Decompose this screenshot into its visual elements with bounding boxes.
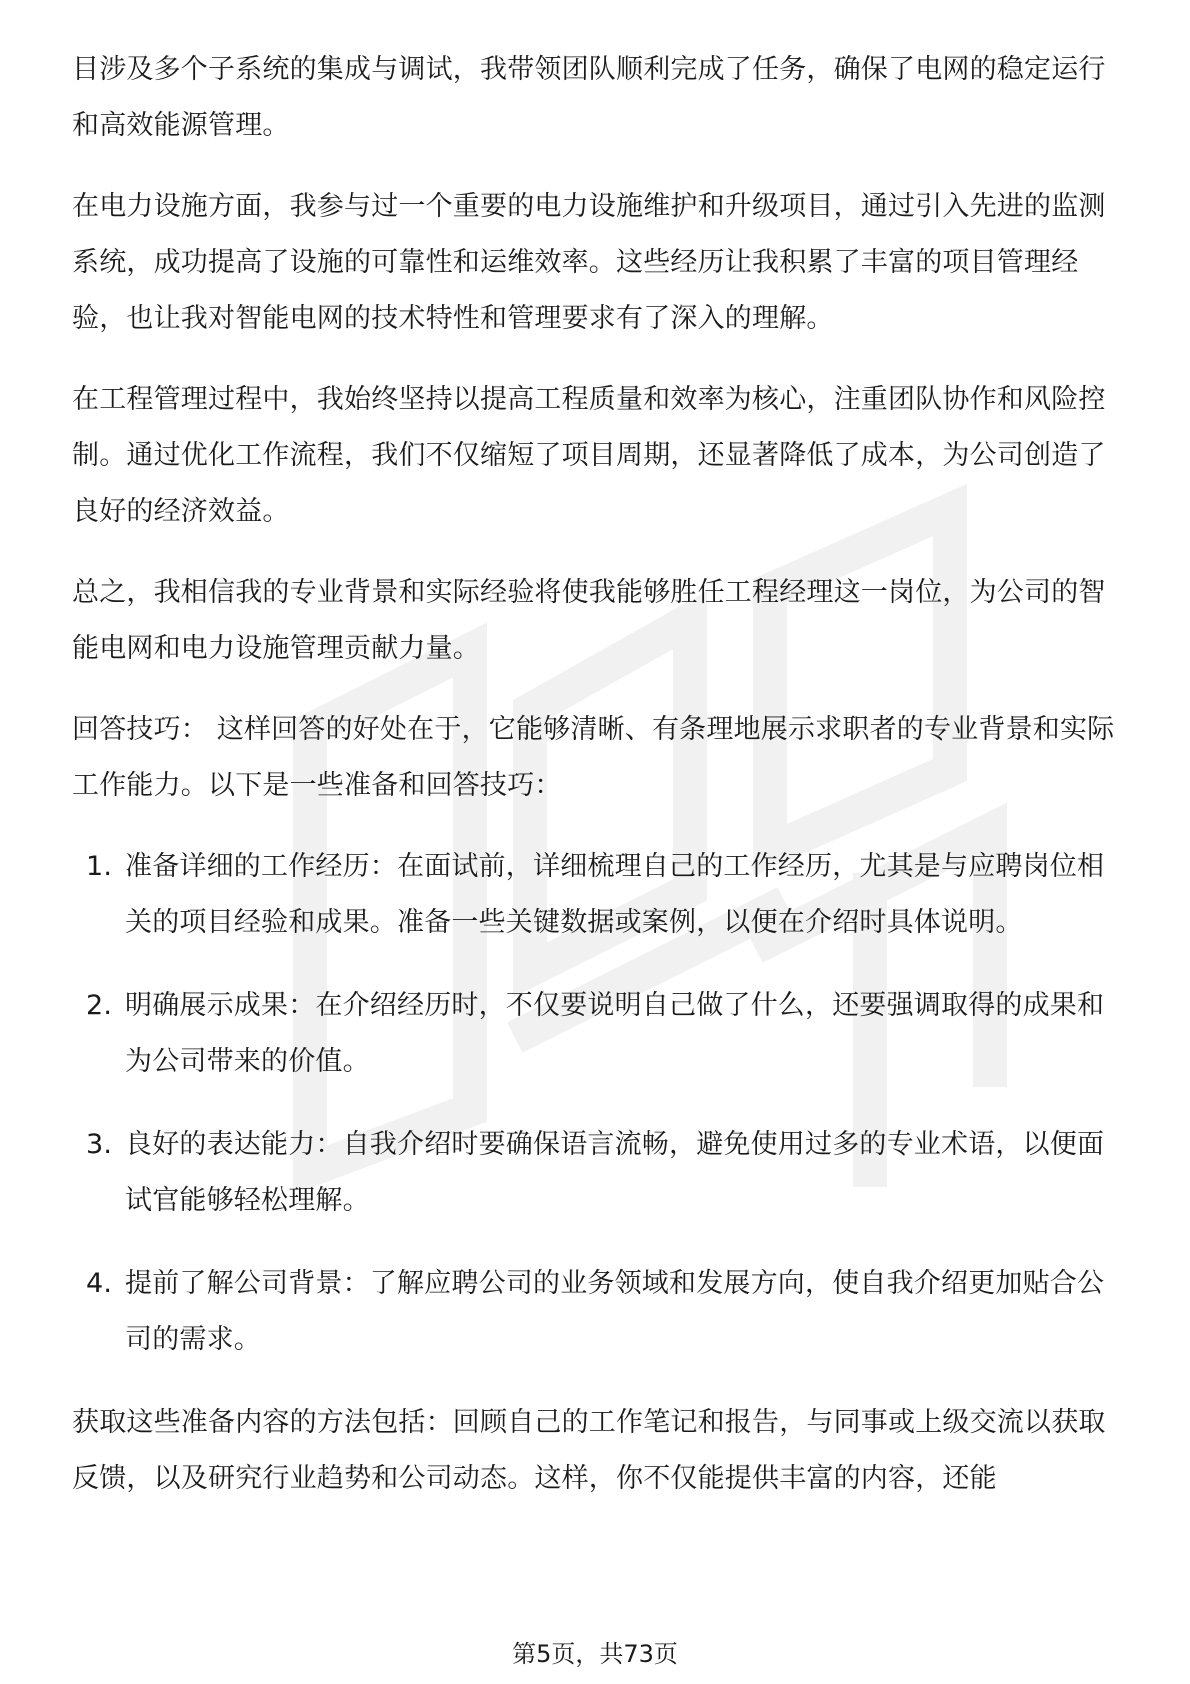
- list-item-text: 良好的表达能力：自我介绍时要确保语言流畅，避免使用过多的专业术语，以便面试官能够轻松理解。: [125, 1129, 1105, 1216]
- list-item-text: 准备详细的工作经历：在面试前，详细梳理自己的工作经历，尤其是与应聘岗位相关的项目经验和成果。准备一些关键数据或案例，以便在介绍时具体说明。: [125, 851, 1105, 938]
- tips-list: [72, 839, 1122, 1368]
- paragraph-power-facility: 在电力设施方面，我参与过一个重要的电力设施维护和升级项目，通过引入先进的监测系统，成功提高了设施的可靠性和运维效率。这些经历让我积累了丰富的项目管理经验，也让我对智能电网的技术特性和管理要求有了深入的理解。: [72, 191, 1106, 334]
- list-item: [72, 978, 1122, 1090]
- paragraph-preparation-methods: 获取这些准备内容的方法包括：回顾自己的工作笔记和报告，与同事或上级交流以获取反馈，以及研究行业趋势和公司动态。这样，你不仅能提供丰富的内容，还能: [72, 1407, 1106, 1494]
- page-number-footer: 第5页，共73页: [512, 1640, 678, 1668]
- list-item: [72, 1117, 1122, 1229]
- list-number: 4.: [86, 1268, 113, 1299]
- paragraph-conclusion: 总之，我相信我的专业背景和实际经验将使我能够胜任工程经理这一岗位，为公司的智能电网和电力设施管理贡献力量。: [72, 577, 1106, 664]
- document-body: [72, 42, 1122, 1532]
- list-item-text: 提前了解公司背景：了解应聘公司的业务领域和发展方向，使自我介绍更加贴合公司的需求。: [125, 1268, 1105, 1355]
- paragraph-answer-tips: 回答技巧： 这样回答的好处在于，它能够清晰、有条理地展示求职者的专业背景和实际工作能力。以下是一些准备和回答技巧：: [72, 714, 1115, 801]
- paragraph-engineering-management: 在工程管理过程中，我始终坚持以提高工程质量和效率为核心，注重团队协作和风险控制。通过优化工作流程，我们不仅缩短了项目周期，还显著降低了成本，为公司创造了良好的经济效益。: [72, 384, 1106, 527]
- list-item-text: 明确展示成果：在介绍经历时，不仅要说明自己做了什么，还要强调取得的成果和为公司带来的价值。: [125, 990, 1105, 1077]
- paragraph-project-intro: 目涉及多个子系统的集成与调试，我带领团队顺利完成了任务，确保了电网的稳定运行和高效能源管理。: [72, 54, 1106, 141]
- list-item: [72, 839, 1122, 951]
- list-number: 1.: [86, 851, 113, 882]
- list-number: 2.: [86, 990, 113, 1021]
- list-number: 3.: [86, 1129, 113, 1160]
- list-item: [72, 1256, 1122, 1368]
